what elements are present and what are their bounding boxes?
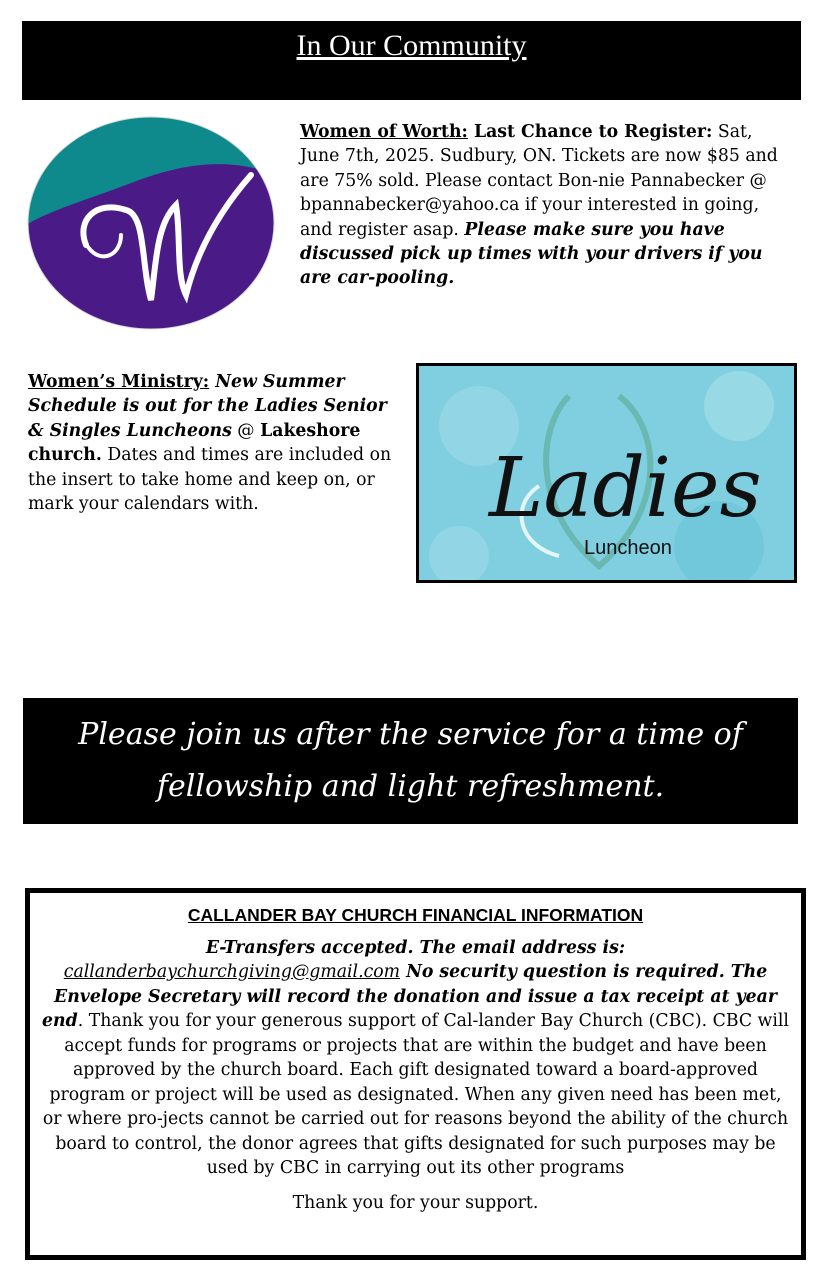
womens-ministry-lead: New Summer Schedule is out for the Ladies Senior & Singles Luncheons <box>28 372 387 441</box>
etransfer-lead: E-Transfers accepted. The email address is: <box>205 937 626 958</box>
fellowship-text: Please join us after the service for a time of fellowship and light refreshment. <box>78 717 743 804</box>
fellowship-banner <box>23 698 798 824</box>
women-of-worth-announcement <box>300 120 788 291</box>
giving-email-link[interactable]: callanderbaychurchgiving@gmail.com <box>63 962 401 982</box>
financial-info-title: CALLANDER BAY CHURCH FINANCIAL INFORMATION <box>187 905 644 925</box>
womens-ministry-heading: Women’s Ministry: <box>28 372 210 392</box>
ladies-script-text: Ladies <box>489 441 762 536</box>
section-title: In Our Community <box>296 29 527 62</box>
womens-ministry-announcement <box>28 370 394 516</box>
luncheon-caption: Luncheon <box>584 537 672 559</box>
women-of-worth-logo <box>26 115 276 330</box>
etransfer-emphasis: No security question is required. The Envelope Secretary will record the donation and issue a tax receipt at year end <box>42 962 777 1031</box>
financial-policy-text: . Thank you for your generous support of Cal-lander Bay Church (CBC). CBC will accept funds for programs or projects that are within the budget and have been approved by the church board. Each gift designated toward a board-approved program or project will be used as designated. When any given need has been met, or where pro-jects cannot be carried out for reasons beyond the ability of the church board to control, the donor agrees that gifts designated for such purposes may be used by CBC in carrying out its other programs <box>42 1011 789 1178</box>
financial-thanks: Thank you for your support. <box>292 1192 539 1213</box>
ladies-luncheon-image <box>416 363 797 583</box>
women-of-worth-emphasis: Please make sure you have discussed pick up times with your drivers if you are car-pooling. <box>300 219 763 289</box>
women-of-worth-body: Sat, June 7th, 2025. Sudbury, ON. Tickets are now $85 and are 75% sold. Please contact Bon-nie Pannabecker @ bpannabecker@yahoo.ca if your interested in going, and register asap. <box>300 122 778 240</box>
womens-ministry-location: Lakeshore church. <box>28 420 361 466</box>
financial-info-body <box>42 936 789 1181</box>
section-header-banner <box>22 21 801 100</box>
womens-ministry-body: Dates and times are included on the insert to take home and keep on, or mark your calendars with. <box>28 445 392 515</box>
financial-info-box <box>25 888 806 1260</box>
women-of-worth-subheading: Last Chance to Register: <box>467 122 713 142</box>
women-of-worth-heading: Women of Worth: <box>300 122 468 142</box>
womens-ministry-at: @ <box>231 420 261 441</box>
